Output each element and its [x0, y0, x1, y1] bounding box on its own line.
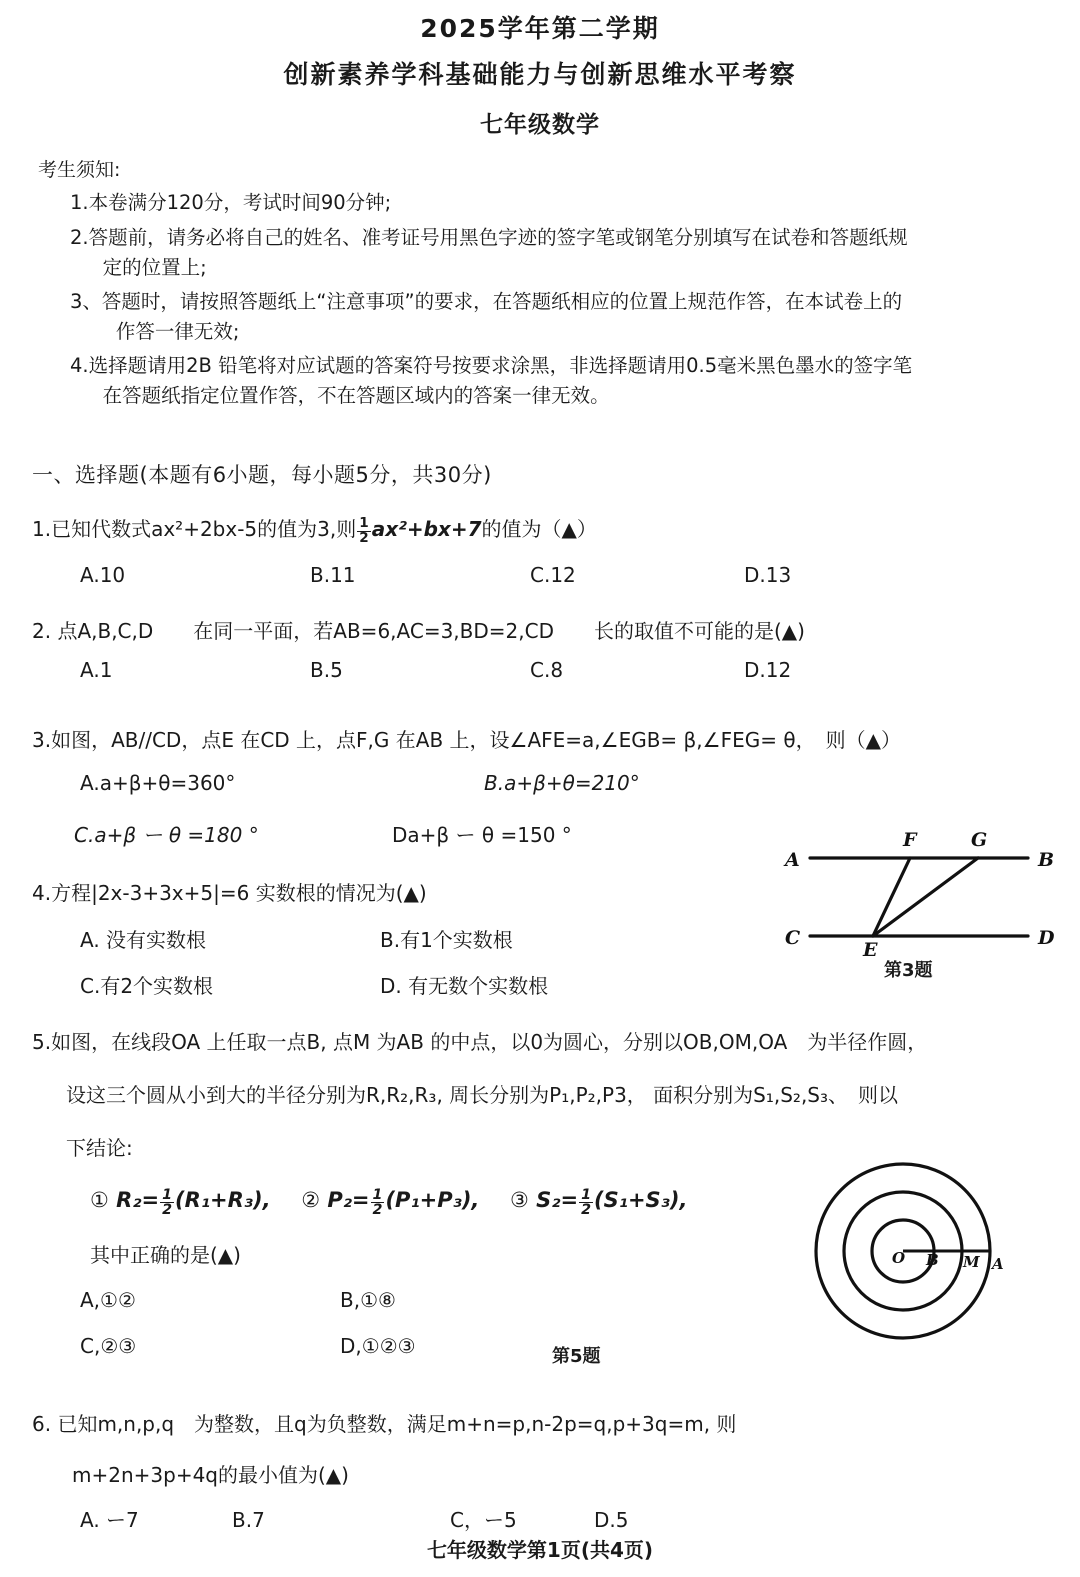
section-heading-choice: 一、选择题(本题有6小题，每小题5分，共30分) [32, 462, 492, 487]
option-a[interactable]: A. ー7 [80, 1508, 139, 1533]
formula-3-right: (S₁+S₃), [594, 1188, 688, 1213]
figure-label-C: C [785, 927, 801, 949]
formula-3-marker: ③ [510, 1188, 529, 1213]
exam-name-title: 创新素养学科基础能力与创新思维水平考察 [283, 60, 797, 89]
notice-item-text [102, 287, 1058, 346]
option-d[interactable]: D. 有无数个实数根 [380, 974, 549, 999]
fraction-one-half: $\frac{1}{2}$ [162, 1186, 173, 1218]
formula-1-right: (R₁+R₃), [175, 1188, 271, 1213]
question-6-stem-line1: 6. 已知m,n,p,q 为整数，且q为负整数，满足m+n=p,n-2p=q,p+3q=m, 则 [32, 1412, 737, 1437]
notice-heading: 考生须知: [38, 158, 121, 181]
formula-2-right: (P₁+P₃), [385, 1188, 480, 1213]
option-b[interactable]: B,①⑧ [340, 1288, 396, 1313]
fraction-one-half: $\frac{1}{2}$ [359, 515, 369, 546]
option-d[interactable]: D.13 [744, 563, 792, 588]
notice-item-number: 1. [70, 191, 89, 215]
option-c[interactable]: C，ー5 [450, 1508, 517, 1533]
notice-list [22, 188, 1058, 410]
figure-label-B: B [1038, 849, 1055, 871]
option-c[interactable]: C.有2个实数根 [80, 974, 214, 999]
option-d[interactable]: D.12 [744, 658, 792, 683]
question-1-options [32, 561, 1058, 595]
notice-item-line1: 答题前，请务必将自己的姓名、准考证号用黑色字迹的签字笔或钢笔分别填写在试卷和答题纸规 [88, 225, 908, 249]
notice-item [70, 223, 1058, 282]
figure-question-5 [800, 1159, 1030, 1344]
question-3-options-row1 [32, 769, 1058, 803]
question-2 [32, 617, 1058, 690]
figure-label-M: M [963, 1253, 980, 1271]
notice-item-number: 3、 [70, 290, 102, 314]
figure-label-F: F [903, 829, 917, 851]
question-5-stem-line1: 5.如图，在线段OA 上任取一点B, 点M 为AB 的中点，以0为圆心，分别以OB,OM,OA 为半径作圆， [32, 1030, 928, 1055]
option-a[interactable]: A.10 [80, 563, 126, 588]
option-b[interactable]: B.有1个实数根 [380, 928, 513, 953]
figure-3-caption: 第3题 [884, 960, 933, 981]
notice-item-number: 4. [70, 354, 89, 378]
concentric-circles-diagram [800, 1159, 1030, 1344]
page-footer: 七年级数学第1页(共4页) [426, 1538, 654, 1562]
question-6-stem-line2: m+2n+3p+4q的最小值为(▲) [72, 1463, 349, 1488]
question-4-options-row1 [32, 926, 1058, 960]
question-4-stem: 4.方程|2x-3+3x+5|=6 实数根的情况为(▲) [32, 881, 427, 906]
option-a[interactable]: A.a+β+θ=360° [80, 771, 236, 796]
option-c[interactable]: C.8 [530, 658, 564, 683]
figure-label-B: B [926, 1251, 939, 1269]
notice-item [70, 287, 1058, 346]
option-a[interactable]: A,①② [80, 1288, 136, 1313]
question-2-options [32, 656, 1058, 690]
option-c[interactable]: C.12 [530, 563, 576, 588]
option-b[interactable]: B.7 [232, 1508, 265, 1533]
figure-label-G: G [971, 829, 988, 851]
exam-term-title: 2025学年第二学期 [420, 14, 660, 43]
option-c[interactable]: C,②③ [80, 1334, 137, 1359]
notice-item-line2: 定的位置上; [102, 255, 207, 279]
question-1-stem-after: 的值为（▲） [481, 516, 597, 541]
exam-subject-title: 七年级数学 [480, 112, 600, 138]
notice-item-text [89, 223, 1058, 282]
formula-2-marker: ② [301, 1188, 321, 1213]
notice-item-line1: 答题时，请按照答题纸上“注意事项”的要求，在答题纸相应的位置上规范作答，在本试卷上的 [101, 290, 903, 314]
option-b[interactable]: B.5 [310, 658, 343, 683]
option-b[interactable]: B.a+β+θ=210° [484, 771, 640, 796]
figure-label-A: A [992, 1255, 1004, 1273]
question-3-stem: 3.如图，AB//CD，点E 在CD 上，点F,G 在AB 上，设∠AFE=a,∠EGB= β,∠FEG= θ， 则（▲） [32, 728, 901, 753]
formula-3-left: S₂= [536, 1188, 579, 1213]
option-a[interactable]: A.1 [80, 658, 113, 683]
notice-item-number: 2. [70, 225, 89, 249]
figure-label-D: D [1038, 927, 1055, 949]
notice-item-line2: 在答题纸指定位置作答，不在答题区域内的答案一律无效。 [102, 384, 610, 408]
question-1-stem [32, 515, 1058, 546]
question-5-stem-line2: 设这三个圆从小到大的半径分别为R,R₂,R₃, 周长分别为P₁,P₂,P3， 面积分别为S₁,S₂,S₃、 则以 [66, 1083, 899, 1108]
notice-item-text [89, 351, 1058, 410]
formula-2-left: P₂= [327, 1188, 370, 1213]
figure-5-caption: 第5题 [552, 1346, 601, 1367]
notice-item [70, 188, 1058, 218]
question-1-expression: ax²+bx+7 [371, 516, 482, 541]
option-c[interactable]: C.a+β ー θ =180 ° [74, 823, 259, 848]
option-d[interactable]: Da+β ー θ =150 ° [392, 823, 572, 848]
question-5-prompt: 其中正确的是(▲) [90, 1243, 241, 1268]
formula-1-left: R₂= [116, 1188, 160, 1213]
question-4-options-row2 [32, 972, 1058, 1006]
figure-label-A: A [785, 849, 800, 871]
question-6 [32, 1410, 1058, 1540]
option-a[interactable]: A. 没有实数根 [80, 928, 207, 953]
option-b[interactable]: B.11 [310, 563, 356, 588]
fraction-one-half: $\frac{1}{2}$ [372, 1186, 383, 1218]
question-2-stem: 2. 点A,B,C,D 在同一平面，若AB=6,AC=3,BD=2,CD 长的取值不可能的是(▲) [32, 619, 805, 644]
fraction-one-half: $\frac{1}{2}$ [581, 1186, 592, 1218]
option-d[interactable]: D,①②③ [340, 1334, 416, 1359]
notice-item [70, 351, 1058, 410]
question-1-stem-before: 1.已知代数式ax²+2bx-5的值为3,则 [32, 516, 357, 541]
notice-item-text: 本卷满分120分，考试时间90分钟; [88, 191, 392, 215]
exam-paper-page [0, 14, 1080, 1577]
notice-item-line2: 作答一律无效; [115, 319, 240, 343]
option-d[interactable]: D.5 [594, 1508, 629, 1533]
question-5-stem-line3: 下结论: [66, 1136, 133, 1161]
formula-1-marker: ① [90, 1188, 109, 1213]
question-1 [32, 515, 1058, 596]
figure-label-O: O [892, 1249, 906, 1267]
notice-item-line1: 选择题请用2B 铅笔将对应试题的答案符号按要求涂黑，非选择题请用0.5毫米黑色墨水的签字笔 [88, 354, 913, 378]
figure-label-E: E [863, 939, 878, 956]
